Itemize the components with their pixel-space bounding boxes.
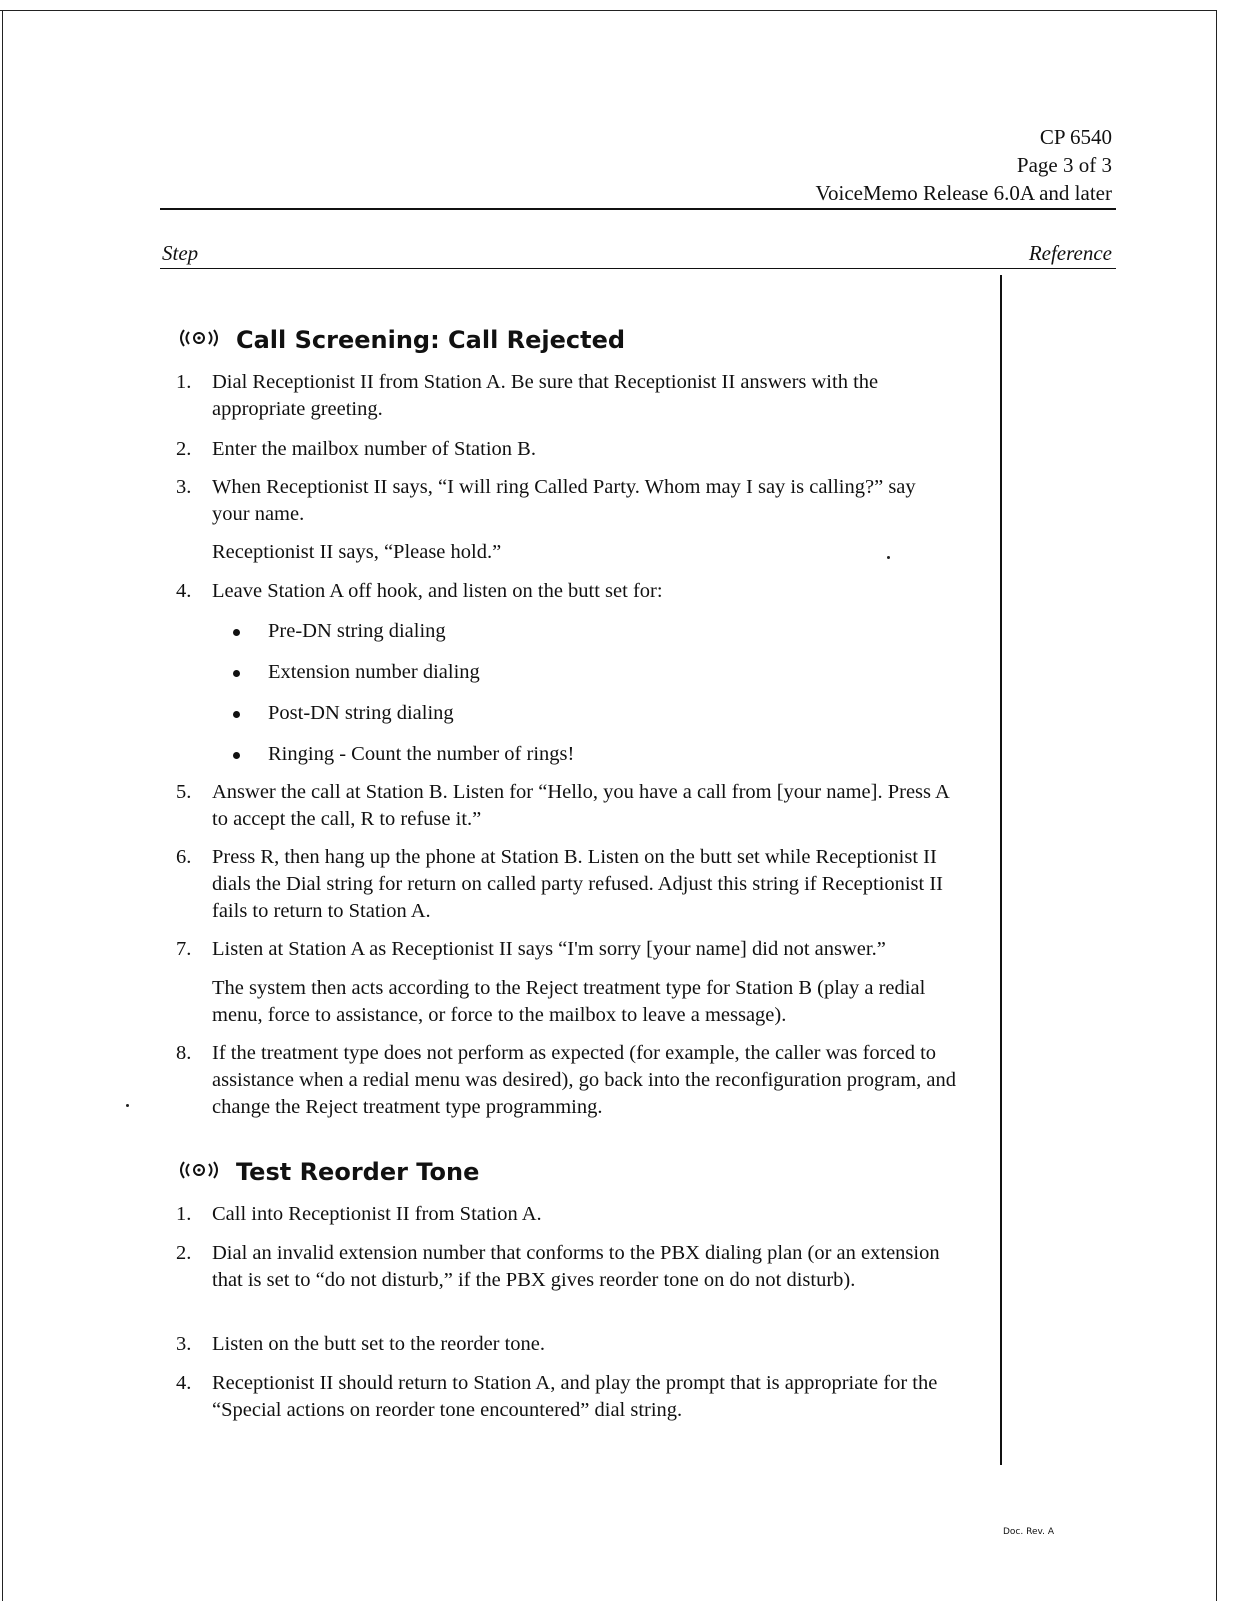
step-number: 3. (176, 476, 192, 498)
header-rule (160, 208, 1116, 210)
reference-column-divider (1000, 275, 1002, 1465)
page-border-right (1216, 10, 1217, 1601)
step-text: When Receptionist II says, “I will ring Called Party. Whom may I say is calling?” say your name. (212, 476, 916, 525)
step-number: 6. (176, 846, 192, 868)
bullet-dot (233, 670, 240, 677)
step-number: 4. (176, 1372, 192, 1394)
step-text: Leave Station A off hook, and listen on the butt set for: (212, 580, 663, 602)
section-title: Call Screening: Call Rejected (236, 326, 626, 354)
step-text: Receptionist II should return to Station A, and play the prompt that is appropriate for the “Special actions on reorder tone encountered” dial string. (212, 1372, 938, 1421)
step-number: 8. (176, 1042, 192, 1064)
step-text: If the treatment type does not perform as expected (for example, the caller was forced to assistance when a redial menu was desired), go back into the reconfiguration program, and change the Reject treatment type programming. (212, 1042, 957, 1118)
phone-ring-icon (176, 326, 222, 354)
step-text: Listen at Station A as Receptionist II says “I'm sorry [your name] did not answer.” (212, 938, 886, 960)
section-title: Test Reorder Tone (236, 1158, 480, 1186)
phone-ring-icon (176, 1158, 222, 1186)
section-test-reorder-tone (176, 1158, 479, 1186)
page-indicator: Page 3 of 3 (1016, 153, 1112, 177)
step-number: 3. (176, 1333, 192, 1355)
step-text: Press R, then hang up the phone at Station B. Listen on the butt set while Receptionist II dials the Dial string for return on called party refused. Adjust this string if Receptionist II fails to return to Station A. (212, 846, 944, 922)
scan-speck (887, 556, 890, 559)
step-text: Dial an invalid extension number that conforms to the PBX dialing plan (or an extension that is set to “do not disturb,” if the PBX gives reorder tone on do not disturb). (212, 1242, 940, 1291)
step-number: 5. (176, 781, 192, 803)
step-number: 2. (176, 438, 192, 460)
bullet-text: Post-DN string dialing (268, 702, 454, 724)
step-text: Call into Receptionist II from Station A. (212, 1203, 542, 1225)
page-border-top (0, 10, 1216, 11)
step-note: The system then acts according to the Reject treatment type for Station B (play a redial menu, force to assistance, or force to the mailbox to leave a message). (212, 977, 926, 1026)
step-text: Answer the call at Station B. Listen for “Hello, you have a call from [your name]. Press A to accept the call, R to refuse it.” (212, 781, 949, 830)
step-text: Enter the mailbox number of Station B. (212, 438, 536, 460)
bullet-text: Ringing - Count the number of rings! (268, 743, 575, 765)
bullet-text: Extension number dialing (268, 661, 480, 683)
doc-number: CP 6540 (1039, 125, 1112, 149)
page-border-left (2, 10, 3, 1601)
step-number: 4. (176, 580, 192, 602)
section-call-screening (176, 326, 625, 354)
bullet-dot (233, 629, 240, 636)
release-info: VoiceMemo Release 6.0A and later (815, 181, 1112, 205)
step-note: Receptionist II says, “Please hold.” (212, 541, 502, 563)
column-header-rule (160, 268, 1116, 269)
step-number: 2. (176, 1242, 192, 1264)
step-text: Listen on the butt set to the reorder tone. (212, 1333, 546, 1355)
bullet-dot (233, 752, 240, 759)
step-number: 1. (176, 1203, 192, 1225)
step-text: Dial Receptionist II from Station A. Be sure that Receptionist II answers with the appropriate greeting. (212, 371, 879, 420)
bullet-text: Pre-DN string dialing (268, 620, 446, 642)
step-number: 7. (176, 938, 192, 960)
step-column-label: Step (162, 241, 199, 265)
doc-revision: Doc. Rev. A (1003, 1527, 1054, 1537)
scan-speck (126, 1104, 129, 1107)
bullet-dot (233, 711, 240, 718)
step-number: 1. (176, 371, 192, 393)
reference-column-label: Reference (1028, 241, 1112, 265)
